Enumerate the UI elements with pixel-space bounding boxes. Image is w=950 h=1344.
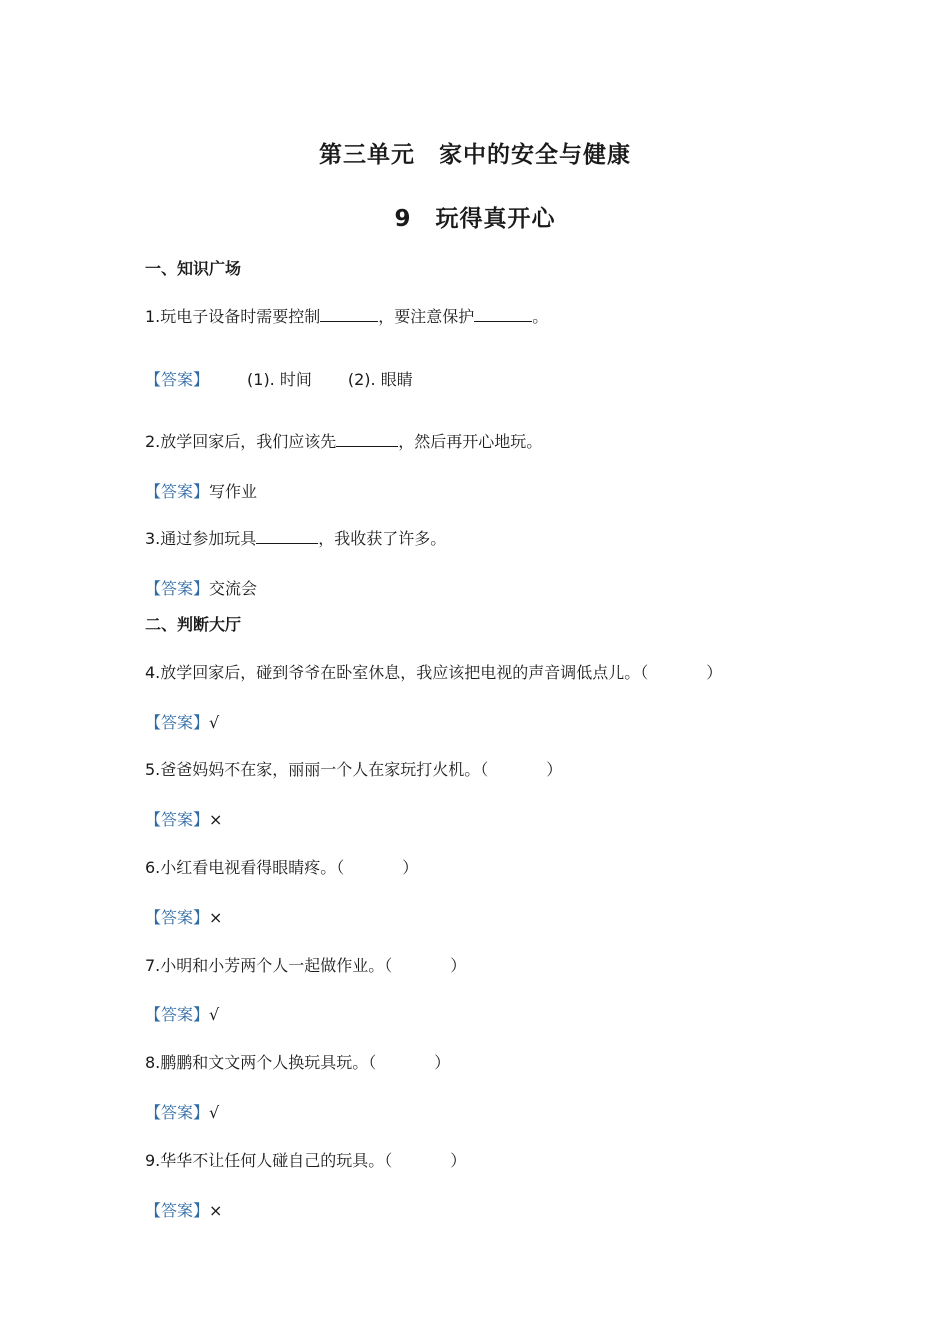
question-2 (145, 429, 542, 452)
question-3 (145, 526, 446, 549)
question-text: ，然后再开心地玩。 (398, 432, 543, 451)
question-text: ） (546, 760, 563, 779)
answer-7 (145, 1002, 219, 1025)
answer-tag: 【答案】 (145, 713, 210, 732)
answer-8 (145, 1100, 219, 1123)
answer-3 (145, 576, 257, 599)
answer-tag: 【答案】 (145, 1005, 210, 1024)
question-7 (145, 953, 466, 976)
question-text: 9.华华不让任何人碰自己的玩具。（ (145, 1151, 393, 1170)
answer-value: 写作业 (209, 482, 258, 501)
answer-2 (145, 479, 257, 502)
question-6 (145, 855, 418, 878)
question-8 (145, 1050, 450, 1073)
answer-9 (145, 1198, 222, 1221)
question-text: 7.小明和小芳两个人一起做作业。（ (145, 956, 393, 975)
section-heading-judgment: 二、判断大厅 (145, 615, 242, 634)
answer-tag: 【答案】 (145, 908, 210, 927)
answer-tag: 【答案】 (145, 579, 210, 598)
answer-value: (1). 时间 (247, 370, 312, 389)
answer-tag: 【答案】 (145, 482, 210, 501)
question-9 (145, 1148, 466, 1171)
lesson-title: 9 玩得真开心 (394, 206, 556, 232)
question-4 (145, 660, 722, 683)
question-text: 3.通过参加玩具 (145, 529, 257, 548)
answer-value: (2). 眼睛 (347, 370, 413, 389)
question-text: ） (450, 1151, 467, 1170)
answer-value: √ (209, 1103, 220, 1122)
question-text: ，要注意保护 (378, 307, 475, 326)
answer-blank (336, 432, 398, 447)
answer-blank (256, 529, 318, 544)
question-text: 5.爸爸妈妈不在家，丽丽一个人在家玩打火机。（ (145, 760, 489, 779)
answer-tag: 【答案】 (145, 1103, 210, 1122)
question-text: ） (434, 1053, 451, 1072)
answer-1 (145, 367, 413, 390)
unit-title: 第三单元 家中的安全与健康 (319, 142, 631, 168)
question-5 (145, 757, 562, 780)
answer-tag: 【答案】 (145, 1201, 210, 1220)
answer-value: × (209, 908, 223, 927)
answer-blank (474, 307, 532, 322)
answer-value: × (209, 810, 223, 829)
question-text: ，我收获了许多。 (318, 529, 447, 548)
question-text: ） (402, 858, 419, 877)
question-text: 1.玩电子设备时需要控制 (145, 307, 321, 326)
answer-6 (145, 905, 222, 928)
question-text: 6.小红看电视看得眼睛疼。（ (145, 858, 345, 877)
section-heading-knowledge: 一、知识广场 (145, 259, 242, 278)
question-text: ） (450, 956, 467, 975)
question-text: 8.鹏鹏和文文两个人换玩具玩。（ (145, 1053, 377, 1072)
question-text: 4.放学回家后，碰到爷爷在卧室休息，我应该把电视的声音调低点儿。（ (145, 663, 649, 682)
answer-tag: 【答案】 (145, 370, 210, 389)
answer-tag: 【答案】 (145, 810, 210, 829)
answer-value: × (209, 1201, 223, 1220)
answer-blank (320, 307, 378, 322)
question-text: 2.放学回家后，我们应该先 (145, 432, 337, 451)
answer-value: √ (209, 1005, 220, 1024)
answer-value: √ (209, 713, 220, 732)
question-1 (145, 304, 548, 327)
answer-value: 交流会 (209, 579, 258, 598)
answer-5 (145, 807, 222, 830)
question-text: 。 (532, 307, 549, 326)
answer-4 (145, 710, 219, 733)
question-text: ） (706, 663, 723, 682)
